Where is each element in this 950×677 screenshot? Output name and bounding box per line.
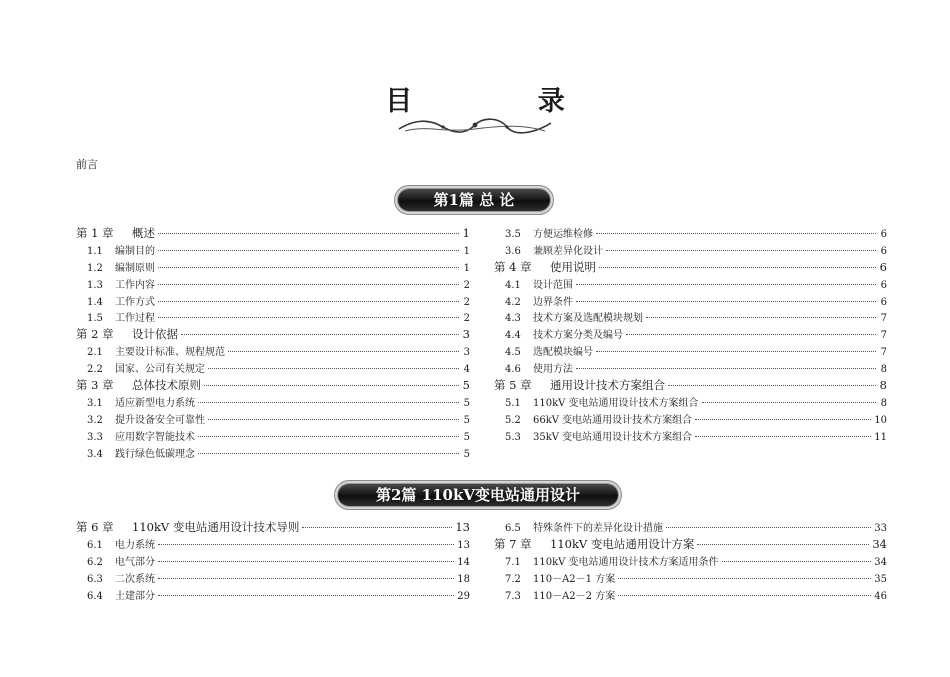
toc-entry-label: 总体技术原则	[132, 378, 201, 393]
dot-leader	[158, 300, 459, 302]
toc-entry-page: 1	[462, 226, 470, 240]
dot-leader	[695, 418, 871, 420]
dot-leader	[302, 526, 452, 528]
toc-entry-page: 5	[463, 397, 470, 409]
dot-leader	[181, 333, 459, 335]
toc-entry-number: 第 3 章	[76, 378, 114, 393]
toc-section-entry[interactable]	[494, 519, 887, 536]
toc-entry-page: 13	[455, 520, 470, 534]
toc-section-entry[interactable]	[494, 428, 887, 445]
toc-section-entry[interactable]	[76, 428, 470, 445]
toc-entry-label: 兼顾差异化设计	[533, 245, 603, 257]
toc-entry-page: 1	[463, 262, 470, 274]
dot-leader	[158, 594, 454, 596]
dot-leader	[666, 526, 871, 528]
toc-entry-label: 提升设备安全可靠性	[115, 414, 205, 426]
toc-entry-number: 4.5	[505, 347, 521, 359]
toc-entry-number: 3.5	[505, 229, 521, 240]
toc-entry-label: 工作内容	[115, 279, 155, 291]
toc-entry-number: 3.4	[87, 448, 103, 460]
toc-entry-page: 5	[463, 448, 470, 460]
toc-entry-number: 5.2	[505, 414, 521, 426]
toc-entry-number: 第 4 章	[494, 259, 532, 274]
toc-entry-page: 5	[462, 378, 470, 393]
toc-entry-page: 2	[463, 296, 470, 308]
toc-section-entry[interactable]	[76, 394, 470, 411]
toc-entry-page: 34	[874, 556, 887, 568]
page-title: 目 录	[385, 86, 623, 117]
toc-entry-number: 6.4	[87, 590, 103, 602]
toc-section-entry[interactable]	[76, 536, 470, 553]
toc-entry-label: 适应新型电力系统	[115, 397, 195, 409]
toc-entry-label: 110－A2－1 方案	[533, 573, 616, 585]
toc-entry-label: 二次系统	[115, 573, 155, 585]
toc-entry-number: 第 7 章	[494, 536, 532, 551]
toc-entry-page: 13	[457, 539, 470, 551]
preface-entry[interactable]: 前言	[76, 158, 98, 171]
dot-leader	[618, 594, 871, 596]
toc-chapter-entry[interactable]	[76, 377, 470, 394]
toc-entry-page: 6	[879, 259, 887, 274]
toc-entry-label: 土建部分	[115, 590, 155, 602]
toc-entry-label: 编制原则	[115, 262, 155, 274]
toc-entry-number: 7.1	[505, 556, 521, 568]
toc-entry-page: 6	[880, 229, 887, 240]
part2-banner: 第2篇 110kV变电站通用设计	[338, 484, 618, 506]
toc-entry-label: 电气部分	[115, 556, 155, 568]
toc-section-entry[interactable]	[494, 411, 887, 428]
toc-entry-number: 4.4	[505, 330, 521, 342]
toc-entry-label: 概述	[132, 226, 155, 240]
toc-entry-number: 4.1	[505, 279, 521, 291]
toc-chapter-entry[interactable]	[494, 536, 887, 553]
dot-leader	[198, 401, 459, 403]
toc-section-entry[interactable]	[76, 570, 470, 587]
toc-section-entry[interactable]	[494, 360, 887, 377]
dot-leader	[697, 543, 869, 545]
dot-leader	[158, 316, 459, 318]
toc-entry-number: 2.1	[87, 347, 103, 359]
toc-entry-number: 3.3	[87, 431, 103, 443]
toc-entry-label: 边界条件	[533, 296, 573, 308]
toc-entry-page: 3	[462, 327, 470, 342]
toc-section-entry[interactable]	[76, 309, 470, 326]
dot-leader	[596, 232, 876, 234]
toc-entry-number: 3.1	[87, 397, 103, 409]
dot-leader	[576, 367, 876, 369]
toc-section-entry[interactable]	[494, 394, 887, 411]
dot-leader	[158, 266, 459, 268]
toc-entry-page: 7	[880, 347, 887, 359]
dot-leader	[204, 384, 459, 386]
toc-entry-page: 7	[880, 313, 887, 325]
toc-entry-label: 主要设计标准、规程规范	[115, 347, 225, 359]
toc-entry-label: 应用数字智能技术	[115, 431, 195, 443]
toc-entry-label: 110－A2－2 方案	[533, 590, 616, 602]
dot-leader	[722, 560, 872, 562]
part2-left-column	[76, 519, 470, 603]
toc-section-entry[interactable]	[76, 276, 470, 293]
toc-entry-page: 8	[879, 378, 887, 393]
toc-section-entry[interactable]	[494, 293, 887, 310]
toc-entry-number: 1.5	[87, 313, 103, 325]
toc-section-entry[interactable]	[76, 242, 470, 259]
toc-entry-page: 46	[874, 590, 887, 602]
toc-section-entry[interactable]	[494, 553, 887, 570]
dot-leader	[599, 266, 876, 268]
toc-entry-number: 4.3	[505, 313, 521, 325]
toc-entry-label: 110kV 变电站通用设计方案	[550, 536, 695, 551]
toc-entry-page: 6	[880, 296, 887, 308]
toc-entry-label: 设计依据	[132, 327, 178, 342]
part1-right-column	[494, 225, 887, 445]
toc-entry-label: 工作方式	[115, 296, 155, 308]
toc-entry-number: 7.3	[505, 590, 521, 602]
title-flourish-ornament	[395, 117, 555, 135]
toc-entry-label: 电力系统	[115, 539, 155, 551]
toc-entry-label: 66kV 变电站通用设计技术方案组合	[533, 414, 693, 426]
dot-leader	[208, 418, 459, 420]
toc-section-entry[interactable]	[76, 411, 470, 428]
toc-section-entry[interactable]	[76, 259, 470, 276]
toc-entry-page: 8	[880, 397, 887, 409]
toc-entry-page: 1	[463, 245, 470, 257]
dot-leader	[606, 249, 876, 251]
dot-leader	[158, 232, 459, 234]
toc-chapter-entry[interactable]	[76, 519, 470, 536]
toc-entry-number: 1.4	[87, 296, 103, 308]
toc-entry-page: 6	[880, 245, 887, 257]
toc-entry-number: 6.2	[87, 556, 103, 568]
toc-entry-label: 方便运维检修	[533, 229, 593, 240]
toc-entry-page: 2	[463, 313, 470, 325]
toc-chapter-entry[interactable]	[76, 225, 470, 242]
toc-chapter-entry[interactable]	[494, 259, 887, 276]
toc-entry-number: 1.3	[87, 279, 103, 291]
part1-left-column	[76, 225, 470, 461]
toc-entry-page: 29	[457, 590, 470, 602]
toc-entry-number: 第 2 章	[76, 327, 114, 342]
dot-leader	[158, 560, 454, 562]
toc-entry-page: 2	[463, 279, 470, 291]
toc-entry-page: 10	[874, 414, 887, 426]
toc-entry-number: 6.5	[505, 523, 521, 534]
toc-entry-number: 4.6	[505, 364, 521, 376]
toc-entry-label: 特殊条件下的差异化设计措施	[533, 523, 663, 534]
toc-entry-number: 6.3	[87, 573, 103, 585]
toc-entry-number: 7.2	[505, 573, 521, 585]
toc-section-entry[interactable]	[76, 343, 470, 360]
toc-entry-number: 5.1	[505, 397, 521, 409]
toc-entry-label: 35kV 变电站通用设计技术方案组合	[533, 431, 693, 443]
dot-leader	[618, 577, 871, 579]
toc-entry-label: 技术方案及选配模块规划	[533, 313, 643, 325]
part2-right-column	[494, 519, 887, 603]
toc-entry-label: 使用说明	[550, 259, 596, 274]
toc-entry-number: 2.2	[87, 364, 103, 376]
toc-entry-label: 110kV 变电站通用设计技术方案组合	[533, 397, 699, 409]
toc-section-entry[interactable]	[76, 553, 470, 570]
toc-section-entry[interactable]	[76, 293, 470, 310]
toc-section-entry[interactable]	[76, 587, 470, 604]
dot-leader	[158, 283, 459, 285]
toc-section-entry[interactable]	[494, 309, 887, 326]
part1-banner: 第1篇 总 论	[398, 189, 550, 211]
dot-leader	[158, 577, 454, 579]
toc-entry-number: 第 5 章	[494, 378, 532, 393]
toc-entry-page: 5	[463, 414, 470, 426]
toc-entry-page: 4	[463, 364, 470, 376]
toc-entry-number: 3.2	[87, 414, 103, 426]
dot-leader	[198, 435, 459, 437]
toc-entry-label: 工作过程	[115, 313, 155, 325]
toc-section-entry[interactable]	[494, 587, 887, 604]
toc-entry-page: 7	[880, 330, 887, 342]
dot-leader	[576, 283, 876, 285]
toc-entry-number: 第 6 章	[76, 520, 114, 534]
dot-leader	[228, 350, 459, 352]
toc-section-entry[interactable]	[76, 445, 470, 462]
toc-entry-number: 第 1 章	[76, 226, 114, 240]
toc-chapter-entry[interactable]	[494, 377, 887, 394]
dot-leader	[208, 367, 459, 369]
toc-entry-page: 18	[457, 573, 470, 585]
toc-entry-label: 使用方法	[533, 364, 573, 376]
dot-leader	[596, 350, 876, 352]
toc-entry-number: 1.1	[87, 245, 103, 257]
toc-entry-label: 选配模块编号	[533, 347, 593, 359]
dot-leader	[576, 300, 876, 302]
dot-leader	[646, 316, 876, 318]
toc-entry-page: 34	[872, 536, 887, 551]
toc-section-entry[interactable]	[494, 225, 887, 242]
toc-entry-page: 14	[457, 556, 470, 568]
dot-leader	[668, 384, 876, 386]
toc-entry-page: 8	[880, 364, 887, 376]
dot-leader	[158, 543, 454, 545]
dot-leader	[702, 401, 876, 403]
toc-section-entry[interactable]	[494, 570, 887, 587]
toc-section-entry[interactable]	[494, 242, 887, 259]
toc-entry-label: 践行绿色低碳理念	[115, 448, 195, 460]
toc-entry-number: 6.1	[87, 539, 103, 551]
toc-entry-page: 33	[874, 523, 887, 534]
toc-entry-label: 通用设计技术方案组合	[550, 378, 665, 393]
toc-entry-page: 6	[880, 279, 887, 291]
toc-entry-page: 11	[874, 431, 887, 443]
toc-entry-label: 110kV 变电站通用设计技术方案适用条件	[533, 556, 719, 568]
toc-entry-page: 5	[463, 431, 470, 443]
toc-entry-number: 4.2	[505, 296, 521, 308]
toc-entry-number: 3.6	[505, 245, 521, 257]
toc-entry-label: 国家、公司有关规定	[115, 364, 205, 376]
toc-section-entry[interactable]	[494, 276, 887, 293]
toc-section-entry[interactable]	[76, 360, 470, 377]
dot-leader	[626, 333, 876, 335]
toc-entry-page: 35	[874, 573, 887, 585]
toc-entry-number: 5.3	[505, 431, 521, 443]
toc-entry-label: 技术方案分类及编号	[533, 330, 623, 342]
dot-leader	[198, 452, 459, 454]
toc-entry-page: 3	[463, 347, 470, 359]
toc-entry-label: 设计范围	[533, 279, 573, 291]
toc-section-entry[interactable]	[494, 343, 887, 360]
toc-entry-number: 1.2	[87, 262, 103, 274]
toc-section-entry[interactable]	[494, 326, 887, 343]
toc-entry-label: 编制目的	[115, 245, 155, 257]
dot-leader	[695, 435, 871, 437]
toc-entry-label: 110kV 变电站通用设计技术导则	[132, 520, 300, 534]
dot-leader	[158, 249, 459, 251]
toc-chapter-entry[interactable]	[76, 326, 470, 343]
